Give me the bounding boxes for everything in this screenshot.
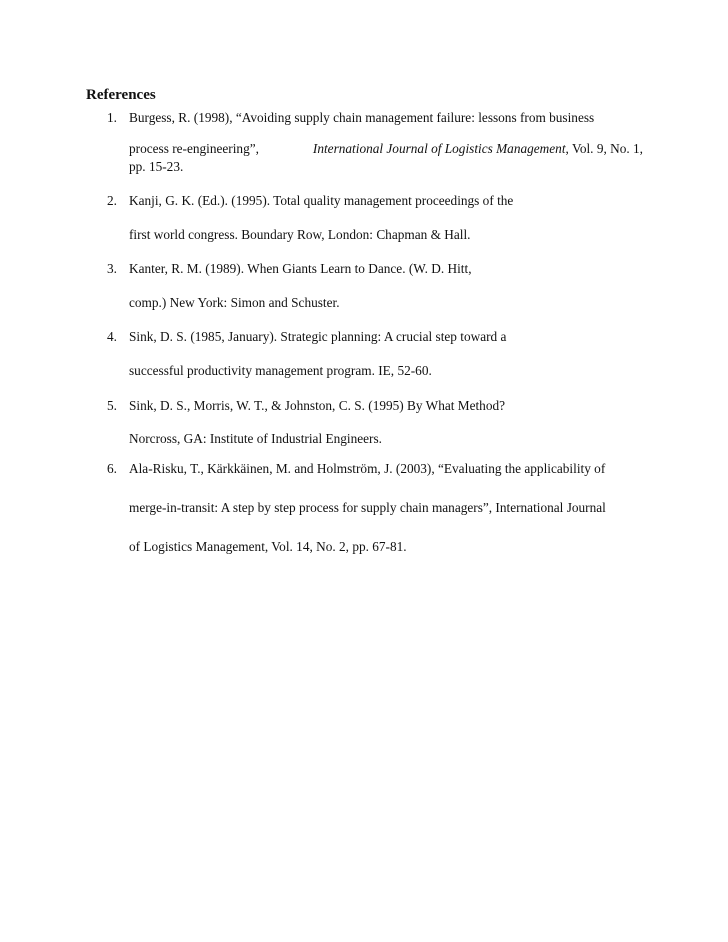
reference-4-line-2: successful productivity management program. IE, 52-60. <box>129 363 432 378</box>
reference-number: 4. <box>107 329 117 344</box>
reference-3-line-1: Kanter, R. M. (1989). When Giants Learn to Dance. (W. D. Hitt, <box>129 261 472 276</box>
reference-number: 1. <box>107 110 117 125</box>
reference-3-line-2: comp.) New York: Simon and Schuster. <box>129 295 340 310</box>
reference-number: 6. <box>107 461 117 476</box>
reference-2-line-2: first world congress. Boundary Row, London: Chapman & Hall. <box>129 227 471 242</box>
reference-6-line-1: Ala-Risku, T., Kärkkäinen, M. and Holmström, J. (2003), “Evaluating the applicability of <box>129 461 606 476</box>
reference-1-line-1: Burgess, R. (1998), “Avoiding supply chain management failure: lessons from business <box>129 110 595 125</box>
reference-1-line-3: pp. 15-23. <box>129 159 184 174</box>
reference-4-line-1: Sink, D. S. (1985, January). Strategic planning: A crucial step toward a <box>129 329 507 344</box>
reference-5-line-2: Norcross, GA: Institute of Industrial Engineers. <box>129 431 382 446</box>
reference-1-journal: International Journal of Logistics Management <box>312 141 566 156</box>
references-heading: References <box>86 87 156 103</box>
reference-number: 3. <box>107 261 117 276</box>
reference-2-line-1: Kanji, G. K. (Ed.). (1995). Total quality management proceedings of the <box>129 193 514 208</box>
reference-5-line-1: Sink, D. S., Morris, W. T., & Johnston, C. S. (1995) By What Method? <box>129 398 506 413</box>
reference-number: 2. <box>107 193 117 208</box>
reference-6-line-2: merge-in-transit: A step by step process for supply chain managers”, International Journal <box>129 500 606 515</box>
reference-1-volume: , Vol. 9, No. 1, <box>565 141 643 156</box>
reference-number: 5. <box>107 398 117 413</box>
reference-1-text: process re-engineering”, <box>129 141 259 156</box>
reference-1-line-2 <box>129 141 643 157</box>
reference-6-line-3: of Logistics Management, Vol. 14, No. 2, pp. 67-81. <box>129 539 407 554</box>
